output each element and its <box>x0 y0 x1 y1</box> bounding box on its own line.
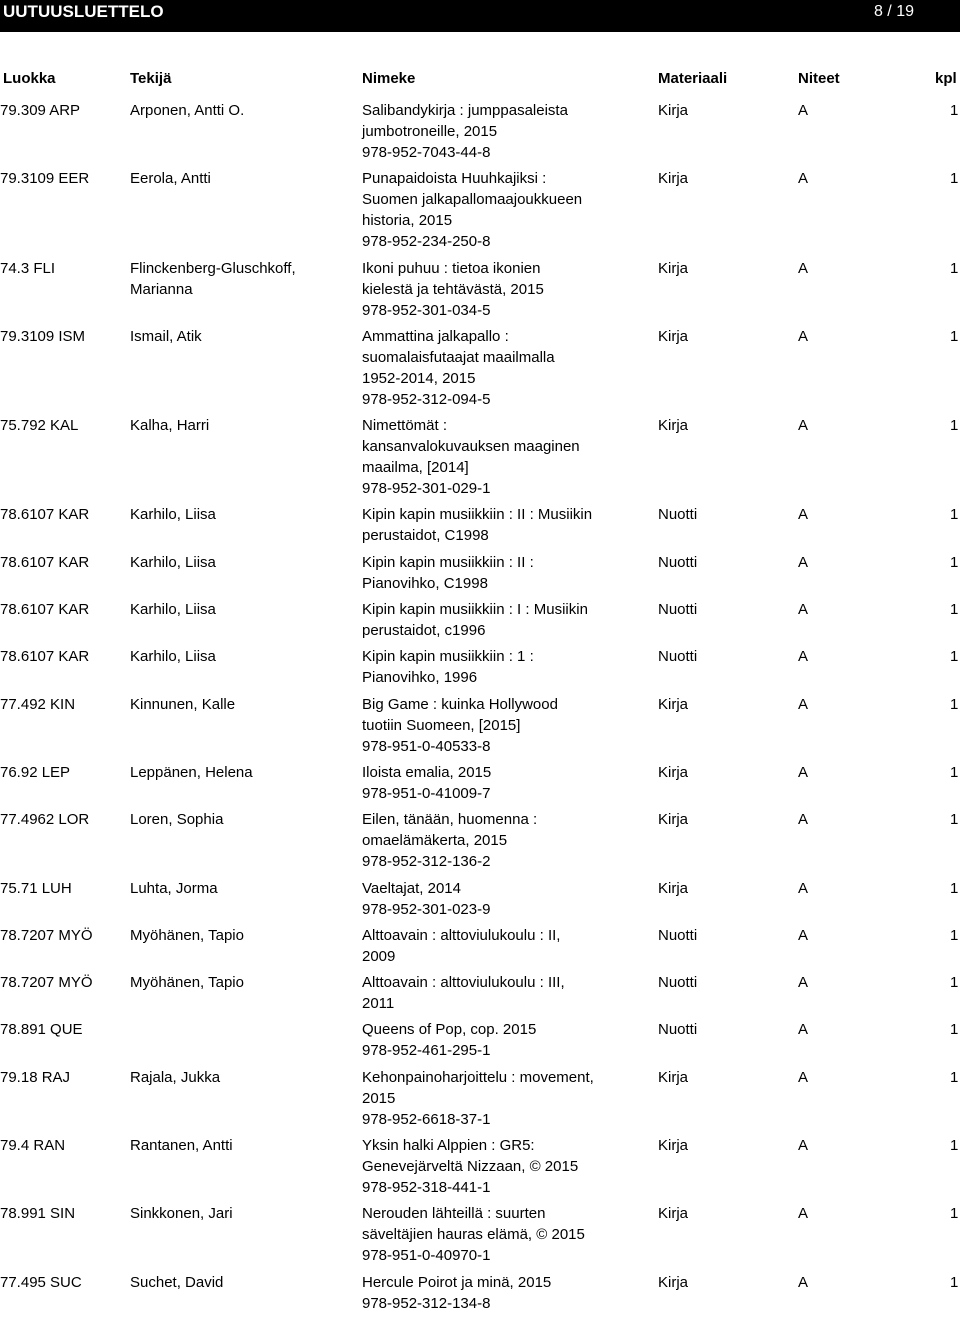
copy-count: 1 <box>950 879 959 897</box>
title-line: jumbotroneille, 2015 <box>362 123 498 140</box>
copies-location: A <box>798 327 809 345</box>
author <box>130 504 355 525</box>
material-type: Nuotti <box>658 553 698 571</box>
material-type: Kirja <box>658 811 689 829</box>
title <box>362 925 652 967</box>
title-line: maailma, [2014] <box>362 459 469 477</box>
author <box>130 972 355 993</box>
material-type: Kirja <box>658 1205 689 1223</box>
title-line: perustaidot, c1996 <box>362 622 486 640</box>
copies-location: A <box>798 102 809 119</box>
catalog-row <box>0 809 960 872</box>
copy-count: 1 <box>950 695 959 713</box>
catalog-list <box>0 100 960 1319</box>
title-line: Ammattina jalkapallo : <box>362 327 509 345</box>
classification-code: 79.4 RAN <box>0 1137 66 1155</box>
copy-count: 1 <box>950 1137 959 1155</box>
classification-code: 74.3 FLI <box>0 259 56 277</box>
classification-code: 78.6107 KAR <box>0 506 90 524</box>
title-line: Ikoni puhuu : tietoa ikonien <box>362 259 541 277</box>
copy-count: 1 <box>950 1021 959 1039</box>
copy-count: 1 <box>950 763 959 781</box>
catalog-row <box>0 1019 960 1061</box>
title-line: 978-952-234-250-8 <box>362 233 491 251</box>
classification-code: 79.18 RAJ <box>0 1068 71 1086</box>
catalog-row <box>0 415 960 499</box>
page-title: UUTUUSLUETTELO <box>3 2 164 21</box>
material-type: Nuotti <box>658 1021 698 1039</box>
copy-count: 1 <box>950 170 959 188</box>
title-line: säveltäjien hauras elämä, © 2015 <box>362 1226 585 1244</box>
author <box>130 809 355 830</box>
material-type: Nuotti <box>658 601 698 619</box>
title <box>362 694 652 757</box>
title <box>362 168 652 252</box>
classification-code: 77.492 KIN <box>0 695 76 713</box>
title-bar <box>0 0 960 32</box>
copies-location: A <box>798 1273 809 1291</box>
author <box>130 1135 355 1156</box>
author-line: Karhilo, Liisa <box>130 506 216 524</box>
title <box>362 258 652 321</box>
author-line: Eerola, Antti <box>130 170 211 188</box>
title <box>362 504 652 546</box>
title-line: 978-952-301-023-9 <box>362 900 491 918</box>
material-type: Kirja <box>658 1068 689 1086</box>
title-line: Vaeltajat, 2014 <box>362 879 461 897</box>
author-line: Myöhänen, Tapio <box>130 926 244 944</box>
author <box>130 552 355 573</box>
catalog-row <box>0 762 960 804</box>
author <box>130 415 355 436</box>
title-line: Pianovihko, 1996 <box>362 669 478 687</box>
column-header-kpl: kpl <box>935 70 957 87</box>
title-line: 2011 <box>362 995 395 1013</box>
title-line: Big Game : kuinka Hollywood <box>362 695 558 713</box>
classification-code: 77.4962 LOR <box>0 811 90 829</box>
title-line: Suomen jalkapallomaajoukkueen <box>362 191 583 209</box>
author-line: Leppänen, Helena <box>130 763 253 781</box>
author-line: Suchet, David <box>130 1273 224 1291</box>
title-line: 978-952-312-094-5 <box>362 390 491 408</box>
title-line: Kipin kapin musiikkiin : 1 : <box>362 648 534 666</box>
title-line: 2015 <box>362 1089 396 1107</box>
copy-count: 1 <box>950 102 959 119</box>
title-line: Yksin halki Alppien : GR5: <box>362 1137 535 1155</box>
title-line: 2009 <box>362 947 396 965</box>
author-line: Luhta, Jorma <box>130 879 218 897</box>
author-line: Kinnunen, Kalle <box>130 695 236 713</box>
classification-code: 79.309 ARP <box>0 102 81 119</box>
copies-location: A <box>798 506 809 524</box>
title <box>362 1203 652 1266</box>
classification-code: 78.6107 KAR <box>0 648 90 666</box>
column-headers <box>0 70 960 90</box>
material-type: Kirja <box>658 417 689 435</box>
title-line: 978-952-461-295-1 <box>362 1042 491 1060</box>
author-line: Rantanen, Antti <box>130 1137 233 1155</box>
title-line: 978-952-312-136-2 <box>362 853 491 871</box>
catalog-row <box>0 100 960 163</box>
material-type: Kirja <box>658 879 689 897</box>
author <box>130 925 355 946</box>
title-line: Kehonpainoharjoittelu : movement, <box>362 1068 594 1086</box>
material-type: Kirja <box>658 259 689 277</box>
title <box>362 972 652 1014</box>
title <box>362 552 652 594</box>
author-line: Sinkkonen, Jari <box>130 1205 233 1223</box>
copy-count: 1 <box>950 974 959 992</box>
copy-count: 1 <box>950 811 959 829</box>
copies-location: A <box>798 879 809 897</box>
title <box>362 809 652 872</box>
copy-count: 1 <box>950 417 959 435</box>
material-type: Nuotti <box>658 974 698 992</box>
copies-location: A <box>798 974 809 992</box>
title-line: Nerouden lähteillä : suurten <box>362 1205 546 1223</box>
author <box>130 762 355 783</box>
title-line: 978-952-7043-44-8 <box>362 144 491 161</box>
copies-location: A <box>798 648 809 666</box>
title-line: Punapaidoista Huuhkajiksi : <box>362 170 547 188</box>
material-type: Kirja <box>658 170 689 188</box>
catalog-row <box>0 326 960 410</box>
title-line: Genevejärveltä Nizzaan, © 2015 <box>362 1158 579 1176</box>
column-header-materiaali: Materiaali <box>658 70 728 87</box>
catalog-row <box>0 504 960 546</box>
title <box>362 326 652 410</box>
catalog-row <box>0 1272 960 1314</box>
copies-location: A <box>798 1137 809 1155</box>
title-line: tuotiin Suomeen, [2015] <box>362 716 521 734</box>
catalog-row <box>0 258 960 321</box>
author <box>130 258 355 300</box>
author <box>130 646 355 667</box>
title-line: 1952-2014, 2015 <box>362 369 476 387</box>
title-line: historia, 2015 <box>362 212 453 230</box>
title-line: Kipin kapin musiikkiin : I : Musiikin <box>362 601 588 619</box>
catalog-row <box>0 1135 960 1198</box>
column-header-tekija: Tekijä <box>130 70 172 87</box>
title <box>362 415 652 499</box>
copies-location: A <box>798 926 809 944</box>
author <box>130 100 355 121</box>
author-line: Karhilo, Liisa <box>130 648 216 666</box>
title <box>362 1019 652 1061</box>
classification-code: 77.495 SUC <box>0 1273 82 1291</box>
copies-location: A <box>798 695 809 713</box>
material-type: Kirja <box>658 102 689 119</box>
copy-count: 1 <box>950 553 959 571</box>
material-type: Kirja <box>658 327 689 345</box>
copy-count: 1 <box>950 1205 959 1223</box>
copies-location: A <box>798 1205 809 1223</box>
material-type: Kirja <box>658 695 689 713</box>
author-line: Ismail, Atik <box>130 327 202 345</box>
title-line: Kipin kapin musiikkiin : II : <box>362 553 534 571</box>
title-line: Queens of Pop, cop. 2015 <box>362 1021 537 1039</box>
title-line: kansanvalokuvauksen maaginen <box>362 438 580 456</box>
title-line: Iloista emalia, 2015 <box>362 763 492 781</box>
copy-count: 1 <box>950 506 959 524</box>
catalog-row <box>0 972 960 1014</box>
copies-location: A <box>798 811 809 829</box>
material-type: Nuotti <box>658 506 698 524</box>
author-line: Rajala, Jukka <box>130 1068 221 1086</box>
classification-code: 78.891 QUE <box>0 1021 83 1039</box>
material-type: Nuotti <box>658 926 698 944</box>
copies-location: A <box>798 259 809 277</box>
title-line: 978-952-301-029-1 <box>362 480 491 498</box>
copies-location: A <box>798 1021 809 1039</box>
title-line: Hercule Poirot ja minä, 2015 <box>362 1273 552 1291</box>
title <box>362 1272 652 1314</box>
title-line: kielestä ja tehtävästä, 2015 <box>362 280 544 298</box>
title <box>362 878 652 920</box>
column-header-luokka: Luokka <box>3 70 56 87</box>
catalog-row <box>0 599 960 641</box>
classification-code: 79.3109 ISM <box>0 327 86 345</box>
author-line: Myöhänen, Tapio <box>130 974 244 992</box>
title-line: omaelämäkerta, 2015 <box>362 832 508 850</box>
title-line: Alttoavain : alttoviulukoulu : III, <box>362 974 565 992</box>
classification-code: 75.792 KAL <box>0 417 79 435</box>
copy-count: 1 <box>950 1068 959 1086</box>
column-header-niteet: Niteet <box>798 70 840 87</box>
author-line: Karhilo, Liisa <box>130 601 216 619</box>
classification-code: 78.6107 KAR <box>0 601 90 619</box>
copies-location: A <box>798 1068 809 1086</box>
material-type: Kirja <box>658 763 689 781</box>
author <box>130 1272 355 1293</box>
author <box>130 326 355 347</box>
material-type: Nuotti <box>658 648 698 666</box>
classification-code: 79.3109 EER <box>0 170 90 188</box>
page-indicator: 8 / 19 <box>873 3 914 20</box>
title-line: 978-951-0-41009-7 <box>362 784 491 802</box>
author-line: Marianna <box>130 280 193 298</box>
copies-location: A <box>798 170 809 188</box>
title-line: Kipin kapin musiikkiin : II : Musiikin <box>362 506 593 524</box>
copy-count: 1 <box>950 259 959 277</box>
catalog-row <box>0 925 960 967</box>
title <box>362 646 652 688</box>
title <box>362 1135 652 1198</box>
catalog-row <box>0 694 960 757</box>
catalog-row <box>0 552 960 594</box>
catalog-row <box>0 1203 960 1266</box>
catalog-row <box>0 878 960 920</box>
title-line: 978-951-0-40533-8 <box>362 737 491 755</box>
copy-count: 1 <box>950 648 959 666</box>
title <box>362 1067 652 1130</box>
material-type: Kirja <box>658 1273 689 1291</box>
author <box>130 1203 355 1224</box>
material-type: Kirja <box>658 1137 689 1155</box>
copy-count: 1 <box>950 327 959 345</box>
title <box>362 100 652 163</box>
copy-count: 1 <box>950 601 959 619</box>
author <box>130 599 355 620</box>
classification-code: 78.7207 MYÖ <box>0 926 93 944</box>
title-line: 978-952-312-134-8 <box>362 1294 491 1312</box>
copy-count: 1 <box>950 926 959 944</box>
classification-code: 78.991 SIN <box>0 1205 76 1223</box>
author <box>130 878 355 899</box>
copy-count: 1 <box>950 1273 959 1291</box>
author-line: Kalha, Harri <box>130 417 210 435</box>
title-line: Pianovihko, C1998 <box>362 574 488 592</box>
title-line: suomalaisfutaajat maailmalla <box>362 348 555 366</box>
copies-location: A <box>798 601 809 619</box>
classification-code: 78.7207 MYÖ <box>0 974 93 992</box>
title <box>362 762 652 804</box>
catalog-row <box>0 168 960 252</box>
title <box>362 599 652 641</box>
title-line: 978-952-301-034-5 <box>362 301 491 319</box>
title-line: Salibandykirja : jumppasaleista <box>362 102 568 119</box>
author <box>130 694 355 715</box>
title-line: Nimettömät : <box>362 417 448 435</box>
copies-location: A <box>798 553 809 571</box>
title-line: 978-951-0-40970-1 <box>362 1247 491 1265</box>
author <box>130 1067 355 1088</box>
title-line: perustaidot, C1998 <box>362 527 489 545</box>
copies-location: A <box>798 417 809 435</box>
catalog-row <box>0 1067 960 1130</box>
author-line: Karhilo, Liisa <box>130 553 216 571</box>
title-line: Eilen, tänään, huomenna : <box>362 811 538 829</box>
column-header-nimeke: Nimeke <box>362 70 416 87</box>
title-line: Alttoavain : alttoviulukoulu : II, <box>362 926 561 944</box>
copies-location: A <box>798 763 809 781</box>
author-line: Loren, Sophia <box>130 811 224 829</box>
author-line: Arponen, Antti O. <box>130 102 245 119</box>
classification-code: 76.92 LEP <box>0 763 71 781</box>
author-line: Flinckenberg-Gluschkoff, <box>130 259 296 277</box>
author <box>130 168 355 189</box>
catalog-row <box>0 646 960 688</box>
classification-code: 78.6107 KAR <box>0 553 90 571</box>
title-line: 978-952-318-441-1 <box>362 1179 491 1197</box>
title-line: 978-952-6618-37-1 <box>362 1110 491 1128</box>
classification-code: 75.71 LUH <box>0 879 72 897</box>
